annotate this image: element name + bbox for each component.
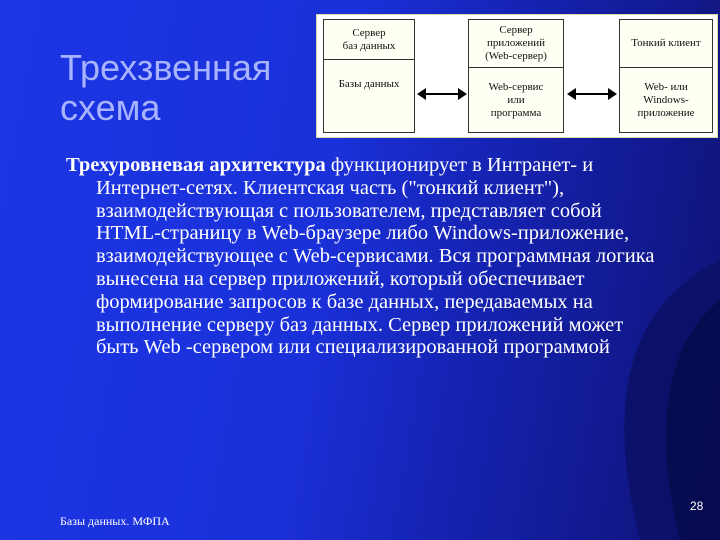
title-line-2: схема — [60, 87, 161, 128]
double-arrow-icon — [567, 86, 617, 102]
app-server-header-line: (Web-сервер) — [485, 50, 547, 62]
db-server-header-line: Сервер — [352, 26, 386, 39]
body-bold-term: Трехуровневая архитектура — [66, 154, 326, 176]
app-server-header-line: приложений — [487, 37, 545, 49]
app-server-body-line: Web-сервис — [488, 80, 544, 93]
app-server-header-line: Сервер — [499, 24, 533, 36]
thin-client-body-line: Windows- — [643, 93, 689, 106]
three-tier-diagram — [316, 14, 718, 138]
body-text: функционирует в Интранет- и Интернет-сетях. Клиентская часть ("тонкий клиент"), взаимодействующая с пользователем, представляет собой HTML-страницу в Web-браузере либо Windows-приложение, взаимодействующее с Web-сервисами. Вся программная логика вынесена на сервер приложений, который обеспечивает формирование запросов к базе данных, передаваемых на выполнение серверу баз данных. Сервер приложений может быть Web -сервером или специализированной программой — [96, 154, 655, 359]
thin-client-body — [620, 68, 712, 132]
db-server-header — [324, 20, 414, 60]
db-server-body — [324, 60, 414, 132]
app-server-body-line: программа — [490, 106, 542, 119]
thin-client-header-line: Тонкий клиент — [631, 37, 701, 49]
db-server-box — [323, 19, 415, 133]
double-arrow-icon — [417, 86, 467, 102]
slide-footer: Базы данных. МФПА — [60, 514, 170, 528]
body-paragraph — [66, 154, 662, 359]
app-server-body-line: или — [507, 93, 525, 106]
page-number: 28 — [690, 499, 704, 513]
app-server-body — [469, 68, 563, 132]
app-server-box — [468, 19, 564, 133]
app-server-header — [469, 20, 563, 68]
slide-title — [60, 48, 310, 128]
thin-client-body-line: приложение — [637, 106, 695, 119]
db-server-header-line: баз данных — [342, 39, 396, 52]
thin-client-body-line: Web- или — [644, 80, 688, 93]
thin-client-header — [620, 20, 712, 68]
thin-client-box — [619, 19, 713, 133]
title-line-1: Трехзвенная — [60, 47, 272, 88]
db-server-body-line: Базы данных — [338, 77, 400, 90]
